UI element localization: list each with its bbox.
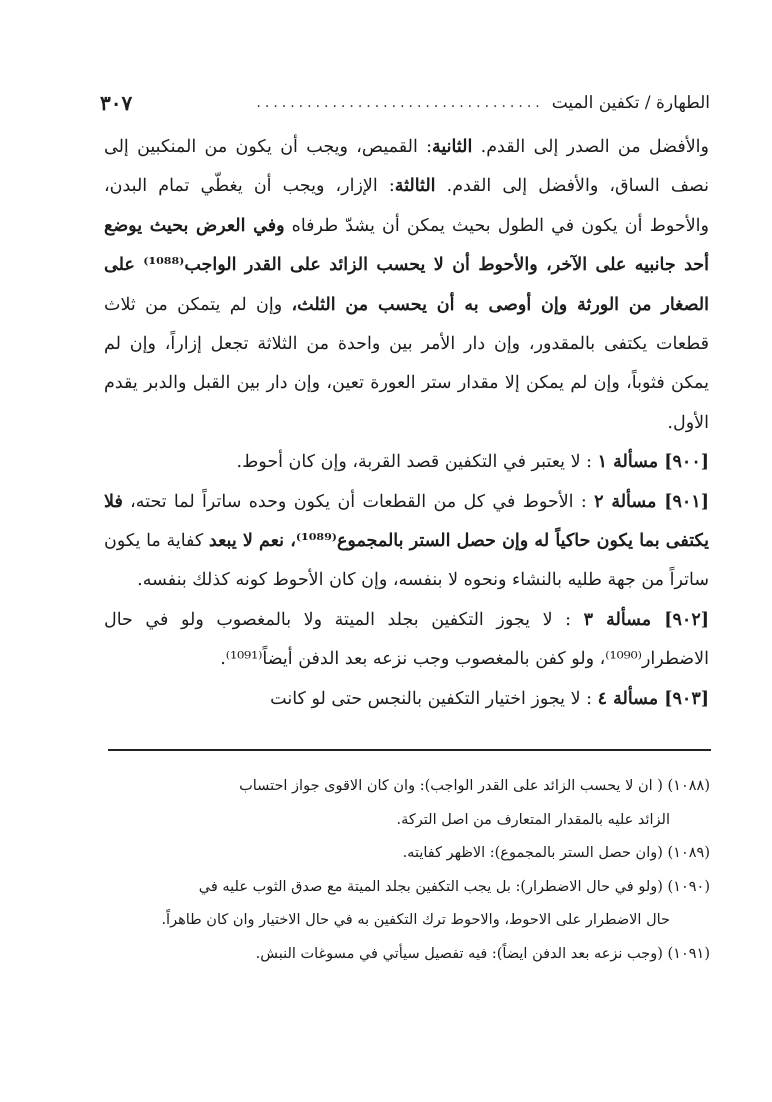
footnote-text: (١٠٨٩) (وان حصل الستر بالمجموع): الاظهر كفايته.: [402, 845, 710, 861]
footnote-1088: [100, 770, 710, 804]
paragraph-shrouds: [104, 128, 709, 443]
text-run: : القميص، ويجب أن يكون من المنكبين إلى نصف الساق، والأفضل إلى القدم.: [104, 137, 709, 197]
item-third-label: الثالثة: [394, 176, 436, 197]
text-run: كفاية ما يكون ساتراً من جهة طليه بالنشاء ونحوه لا بنفسه، وإن كان الأحوط كونه كذلك بنفسه.: [104, 531, 709, 591]
footnote-text: (١٠٩١) (وجب نزعه بعد الدفن ايضاً): فيه تفصيل سيأتي في مسوغات النبش.: [255, 945, 710, 962]
issue-902: [104, 601, 709, 680]
item-second-label: الثانية: [432, 137, 473, 157]
issue-902-heading: [٩٠٢] مسألة ٣: [583, 609, 709, 630]
issue-903: [104, 680, 709, 719]
footnote-text: الزائد عليه بالمقدار المتعارف من اصل التركة.: [396, 811, 670, 828]
issue-903-heading: [٩٠٣] مسألة ٤: [597, 688, 709, 709]
footnote-1089: [100, 837, 710, 871]
text-run: والأفضل من الصدر إلى القدم.: [472, 137, 709, 157]
running-header: [100, 86, 710, 120]
footnote-1088-cont: [100, 804, 710, 838]
text-run: : الإزار، ويجب أن يغطّي تمام البدن، والأحوط أن يكون في الطول بحيث يمكن أن يشدّ طرفاه: [104, 176, 709, 236]
footnote-1090-cont: [100, 904, 710, 938]
footnotes: [100, 770, 710, 971]
header-leader-dots: ..................................: [256, 95, 544, 111]
footnote-text: حال الاضطرار على الاحوط، والاحوط ترك التكفين به في حال الاختيار وان كان طاهراً.: [161, 912, 670, 928]
issue-902-text: : لا يجوز التكفين بجلد الميتة ولا بالمغصوب ولو في حال الاضطرار⁽¹⁰⁹⁰⁾، ولو كفن بالمغصوب وجب نزعه بعد الدفن أيضاً⁽¹⁰⁹¹⁾.: [104, 609, 709, 670]
issue-903-text: : لا يجوز اختيار التكفين بالنجس حتى لو كانت: [270, 688, 593, 709]
issue-901: [104, 483, 709, 601]
bold-text-run: فلا يكتفى بما يكون حاكياً له وإن حصل الستر بالمجموع⁽¹⁰⁸⁹⁾، نعم لا يبعد: [104, 491, 710, 552]
footnote-1090: [100, 871, 710, 905]
issue-900-text: : لا يعتبر في التكفين قصد القربة، وإن كان أحوط.: [236, 452, 593, 473]
issue-901-heading: [٩٠١] مسألة ٢: [594, 491, 709, 512]
footnote-1091: [100, 938, 710, 972]
running-title: الطهارة / تكفين الميت: [551, 93, 710, 113]
footnote-text: (١٠٩٠) (ولو في حال الاضطرار): بل يجب التكفين بجلد الميتة مع صدق الثوب عليه في: [198, 878, 710, 895]
issue-900-heading: [٩٠٠] مسألة ١: [597, 452, 709, 473]
text-run: : الأحوط في كل من القطعات أن يكون وحده ساتراً لما تحته،: [122, 491, 587, 512]
issue-900: [104, 443, 709, 482]
main-text: [104, 128, 709, 719]
bold-text-run: وفي العرض بحيث يوضع أحد جانبيه على الآخر، والأحوط أن لا يحسب الزائد على القدر الواجب⁽¹⁰⁸⁸⁾ على الصغار من الورثة وإن أوصى به أن يحسب من الثلث،: [104, 215, 709, 315]
page-number: ٣٠٧: [100, 91, 133, 115]
footnote-separator: [108, 749, 711, 751]
text-run: وإن لم يتمكن من ثلاث قطعات يكتفى بالمقدور، وإن دار الأمر بين واحدة من الثلاثة تجعل إزاراً، وإن لم يمكن فثوباً، وإن لم يمكن إلا مقدار ستر العورة تعين، وإن دار بين القبل والدبر يقدم الأول.: [104, 294, 709, 433]
footnote-text: (١٠٨٨) ( ان لا يحسب الزائد على القدر الواجب): وان كان الاقوى جواز احتساب: [239, 778, 710, 794]
